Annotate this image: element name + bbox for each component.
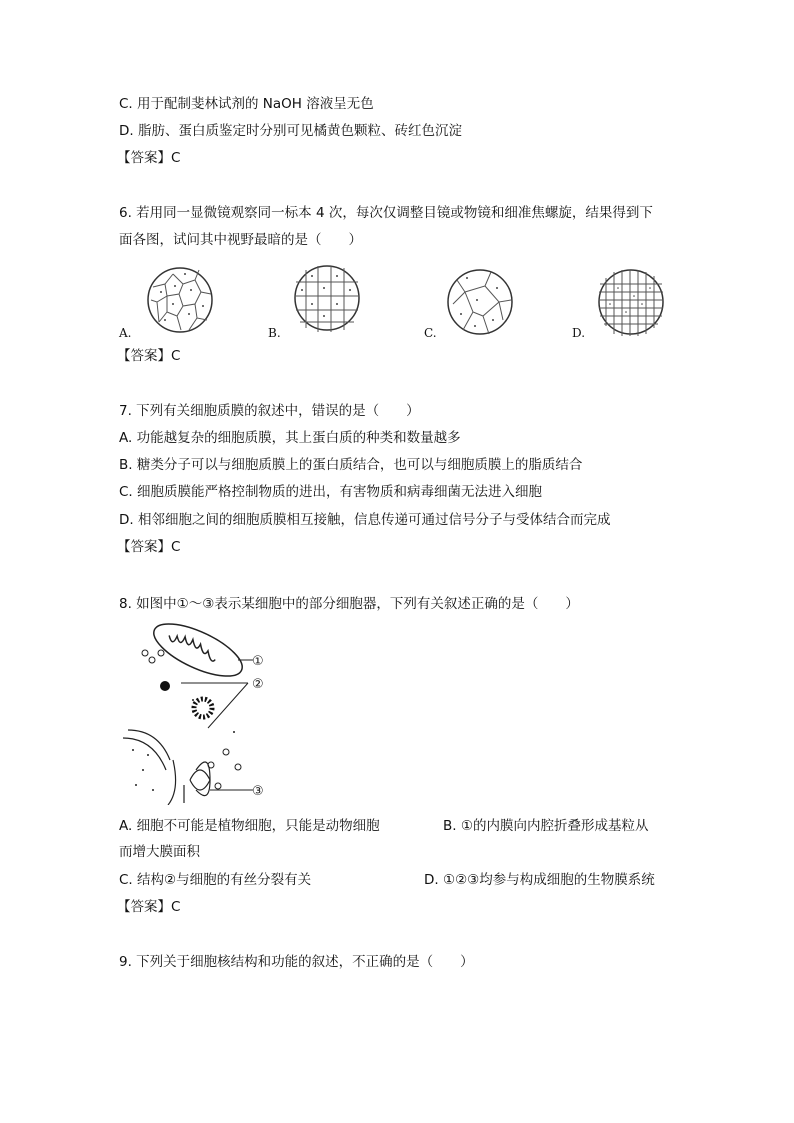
q7-option-c: C. 细胞质膜能严格控制物质的进出，有害物质和病毒细菌无法进入细胞	[119, 484, 543, 500]
label-1: ①	[252, 654, 264, 669]
q7-stem: 7. 下列有关细胞质膜的叙述中，错误的是（ ）	[119, 403, 420, 419]
microscope-view-a	[145, 262, 215, 338]
microscope-view-b	[292, 260, 362, 336]
label-2: ②	[252, 677, 264, 692]
q6-stem-line2: 面各图，试问其中视野最暗的是（ ）	[119, 232, 362, 248]
q6-stem-line1: 6. 若用同一显微镜观察同一标本 4 次，每次仅调整目镜或物镜和细准焦螺旋，结果得到下	[119, 205, 653, 221]
nucleus-envelope	[123, 730, 176, 805]
q8-option-b-continued: 而增大膜面积	[119, 844, 200, 860]
q8-answer: 【答案】C	[117, 899, 181, 915]
q5-option-c: C. 用于配制斐林试剂的 NaOH 溶液呈无色	[119, 96, 374, 112]
centriole	[160, 681, 212, 717]
q8-option-c: C. 结构②与细胞的有丝分裂有关	[119, 872, 312, 888]
microscope-view-c	[445, 264, 515, 340]
q7-option-a: A. 功能越复杂的细胞质膜，其上蛋白质的种类和数量越多	[119, 430, 461, 446]
q8-option-b: B. ①的内膜向内腔折叠形成基粒从	[443, 818, 649, 834]
q5-option-d: D. 脂肪、蛋白质鉴定时分别可见橘黄色颗粒、砖红色沉淀	[119, 123, 462, 139]
q9-stem: 9. 下列关于细胞核结构和功能的叙述，不正确的是（ ）	[119, 954, 474, 970]
microscope-view-d	[596, 264, 666, 340]
q8-option-a: A. 细胞不可能是植物细胞，只能是动物细胞	[119, 818, 380, 834]
q6-option-d-label: D.	[572, 326, 586, 340]
q6-answer: 【答案】C	[117, 348, 181, 364]
mitochondrion	[147, 620, 249, 687]
q6-option-b-label: B.	[268, 326, 281, 340]
q6-option-a-label: A.	[119, 326, 132, 340]
q5-answer: 【答案】C	[117, 150, 181, 166]
q6-option-c-label: C.	[424, 326, 437, 340]
q7-option-d: D. 相邻细胞之间的细胞质膜相互接触，信息传递可通过信号分子与受体结合而完成	[119, 512, 611, 528]
q7-option-b: B. 糖类分子可以与细胞质膜上的蛋白质结合，也可以与细胞质膜上的脂质结合	[119, 457, 583, 473]
q8-option-d: D. ①②③均参与构成细胞的生物膜系统	[424, 872, 655, 888]
organelle-diagram	[118, 620, 278, 805]
label-3: ③	[252, 784, 264, 799]
q7-answer: 【答案】C	[117, 539, 181, 555]
q8-stem: 8. 如图中①～③表示某细胞中的部分细胞器，下列有关叙述正确的是（ ）	[119, 596, 579, 612]
golgi	[184, 762, 210, 803]
